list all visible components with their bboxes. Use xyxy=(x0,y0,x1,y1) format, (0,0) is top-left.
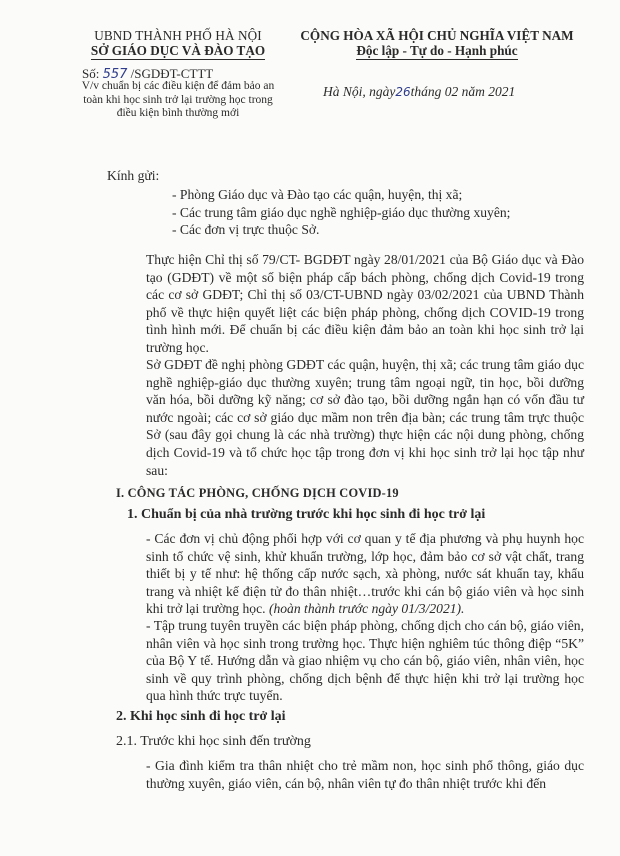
country-name: CỘNG HÒA XÃ HỘI CHỦ NGHĨA VIỆT NAM xyxy=(300,28,574,43)
parent-organization: UBND THÀNH PHỐ HÀ NỘI xyxy=(94,28,262,43)
paragraph-directive-reference xyxy=(116,251,584,357)
paragraph-preparation xyxy=(116,530,584,618)
doc-number-handwritten: 557 xyxy=(102,67,128,82)
paragraph-text: Thực hiện Chỉ thị số 79/CT- BGDĐT ngày 28/01/2021 của Bộ Giáo dục và Đào tạo (GDĐT) về một số biện pháp cấp bách phòng, chống dịch Covid-19 trong các cơ sở GDĐT; Chỉ thị số 03/CT-UBND ngày 03/02/2021 của UBND Thành phố về thực hiện quyết liệt các biện pháp phòng, chống dịch COVID-19 trong tình hình mới. Để chuẩn bị các điều kiện đảm bảo an toàn khi học sinh trở lại trường học. xyxy=(146,252,584,355)
paragraph-communication xyxy=(116,617,584,705)
recipient-item: - Các trung tâm giáo dục nghề nghiệp-giáo dục thường xuyên; xyxy=(172,204,511,220)
subsection-heading: 1. Chuẩn bị của nhà trường trước khi học sinh đi học trở lại xyxy=(127,507,486,522)
issuing-authority xyxy=(78,28,278,60)
paragraph-text: - Tập trung tuyên truyền các biện pháp phòng, chống dịch cho cán bộ, giáo viên, nhân viên và học sinh trong trường học. Thực hiện nghiêm túc thông điệp “5K” của Bộ Y tế. Hướng dẫn và giao nhiệm vụ cho cán bộ, giáo viên, nhân viên, học sinh về quy trình phòng, chống dịch bệnh để thực hiện khi trở lại trường học qua hình thức trực tuyến. xyxy=(146,618,584,704)
subsection-heading: 2. Khi học sinh đi học trở lại xyxy=(116,709,286,724)
document-subject: V/v chuẩn bị các điều kiện để đảm bảo an toàn khi học sinh trở lại trường học trong điều kiện bình thường mới xyxy=(81,80,275,120)
date-suffix: tháng 02 năm 2021 xyxy=(410,84,516,99)
national-title xyxy=(292,28,582,60)
date-day-handwritten: 26 xyxy=(395,85,411,99)
salutation: Kính gửi: xyxy=(107,168,160,183)
recipient-item: - Phòng Giáo dục và Đào tạo các quận, huyện, thị xã; xyxy=(172,187,463,202)
recipient-list xyxy=(172,186,510,239)
paragraph-temperature-check xyxy=(116,757,584,792)
recipient-item: - Các đơn vị trực thuộc Sở. xyxy=(172,222,320,238)
paragraph-text: - Gia đình kiểm tra thân nhiệt cho trẻ mầm non, học sinh phổ thông, giáo dục thường xuyên, giáo viên, cán bộ, nhân viên tự đo thân nhiệt trước khi đến xyxy=(146,758,584,791)
subsubsection-heading: 2.1. Trước khi học sinh đến trường xyxy=(116,734,311,749)
national-motto: Độc lập - Tự do - Hạnh phúc xyxy=(356,43,518,58)
place-and-date xyxy=(323,84,583,100)
issuing-organization: SỞ GIÁO DỤC VÀ ĐÀO TẠO xyxy=(90,43,266,58)
paragraph-request xyxy=(116,356,584,479)
section-heading: I. CÔNG TÁC PHÒNG, CHỐNG DỊCH COVID-19 xyxy=(116,486,399,500)
date-prefix: Hà Nội, ngày xyxy=(323,84,396,99)
doc-number-suffix: /SGDĐT-CTTT xyxy=(130,66,214,81)
doc-number-prefix: Số: xyxy=(82,66,100,81)
deadline-note: (hoàn thành trước ngày 01/3/2021). xyxy=(268,601,465,617)
paragraph-text: - Các đơn vị chủ động phối hợp với cơ quan y tế địa phương và phụ huynh học sinh tổ chức vệ sinh, khử khuẩn trường, lớp học, đảm bảo cơ sở vật chất, trang thiết bị y tế như: hệ thống cấp nước sạch, xà phòng, nước sát khuẩn tay, khẩu trang và nhiệt kế điện tử đo thân nhiệt…trước khi cán bộ giáo viên và học sinh khi trở lại trường học. xyxy=(146,531,584,617)
paragraph-text: Sở GDĐT đề nghị phòng GDĐT các quận, huyện, thị xã; các trung tâm giáo dục nghề nghiệp-giáo dục thường xuyên; trung tâm ngoại ngữ, tin học, bồi dưỡng văn hóa, bồi dưỡng kỹ năng; cơ sở đào tạo, bồi dưỡng ngắn hạn có vốn đầu tư nước ngoài; các cơ sở giáo dục mầm non trên địa bàn; các trung tâm trực thuộc Sở (sau đây gọi chung là các nhà trường) thực hiện các nội dung phòng, chống dịch Covid-19 và tổ chức học tập trong đơn vị khi học sinh trở lại học tập như sau: xyxy=(146,357,584,478)
